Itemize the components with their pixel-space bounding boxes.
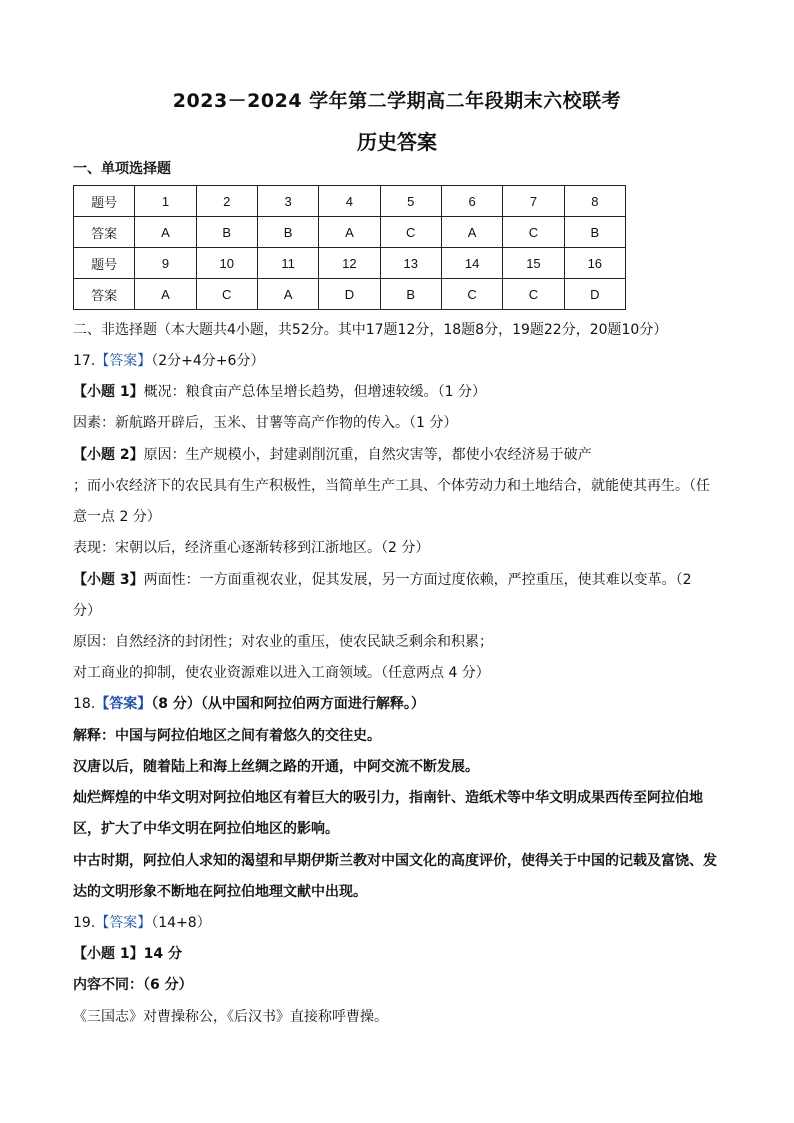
q19-answer-tag: 【答案】 bbox=[95, 915, 152, 931]
table-cell: 6 bbox=[441, 186, 502, 217]
table-cell: 10 bbox=[196, 248, 257, 279]
table-cell: 1 bbox=[135, 186, 196, 217]
row-label: 答案 bbox=[74, 279, 135, 310]
section-heading-nonchoice: 二、非选择题（本大题共4小题，共52分。其中17题12分，18题8分，19题22分，20题10分） bbox=[73, 322, 668, 338]
q18-score: （8 分）（从中国和阿拉伯两方面进行解释。） bbox=[151, 696, 425, 712]
q17-line bbox=[73, 571, 692, 589]
q17-line: 分） bbox=[73, 603, 101, 619]
page-subtitle: 历史答案 bbox=[357, 130, 437, 154]
q18-line: 灿烂辉煌的中华文明对阿拉伯地区有着巨大的吸引力，指南针、造纸术等中华文明成果西传至阿拉伯地 bbox=[73, 790, 703, 806]
q17-line: 对工商业的抑制，使农业资源难以进入工商领域。（任意两点 4 分） bbox=[73, 665, 490, 681]
table-cell: 9 bbox=[135, 248, 196, 279]
q17-answer-tag: 【答案】 bbox=[95, 353, 152, 369]
q18-line: 达的文明形象不断地在阿拉伯地理文献中出现。 bbox=[73, 884, 367, 900]
table-cell: 16 bbox=[564, 248, 625, 279]
q19-line: 《三国志》对曹操称公，《后汉书》直接称呼曹操。 bbox=[73, 1009, 388, 1025]
row-label: 题号 bbox=[74, 248, 135, 279]
table-row bbox=[74, 279, 626, 310]
table-cell: 15 bbox=[503, 248, 564, 279]
q19-header bbox=[73, 914, 211, 932]
q17-line-text: 概况：粮食亩产总体呈增长趋势，但增速较缓。（1 分） bbox=[143, 384, 486, 400]
table-cell: C bbox=[441, 279, 502, 310]
table-cell: 8 bbox=[564, 186, 625, 217]
table-cell: C bbox=[196, 279, 257, 310]
table-cell: B bbox=[564, 217, 625, 248]
table-cell: 11 bbox=[257, 248, 318, 279]
q19-score: （14+8） bbox=[151, 915, 211, 931]
section-heading-choice: 一、单项选择题 bbox=[73, 161, 171, 177]
table-cell: 4 bbox=[319, 186, 380, 217]
table-row bbox=[74, 186, 626, 217]
table-cell: C bbox=[380, 217, 441, 248]
q17-line: 原因：自然经济的封闭性；对农业的重压，使农民缺乏剩余和积累； bbox=[73, 634, 493, 650]
table-cell: A bbox=[441, 217, 502, 248]
q17-line: 意一点 2 分） bbox=[73, 509, 161, 525]
table-cell: C bbox=[503, 217, 564, 248]
table-cell: 14 bbox=[441, 248, 502, 279]
q18-line: 中古时期，阿拉伯人求知的渴望和早期伊斯兰教对中国文化的高度评价，使得关于中国的记载及富饶、发 bbox=[73, 853, 717, 869]
table-cell: 7 bbox=[503, 186, 564, 217]
q19-number: 19. bbox=[73, 915, 96, 931]
row-label: 题号 bbox=[74, 186, 135, 217]
table-cell: D bbox=[564, 279, 625, 310]
table-cell: A bbox=[135, 279, 196, 310]
q19-line: 内容不同：（6 分） bbox=[73, 977, 193, 993]
q17-line bbox=[73, 383, 486, 401]
q17-subq2-tag: 【小题 2】 bbox=[73, 447, 144, 463]
q17-line-text: 原因：生产规模小，封建剥削沉重，自然灾害等，都使小农经济易于破产 bbox=[143, 447, 592, 463]
table-cell: B bbox=[257, 217, 318, 248]
page-title: 2023－2024 学年第二学期高二年段期末六校联考 bbox=[172, 90, 622, 112]
table-cell: A bbox=[135, 217, 196, 248]
q17-line bbox=[73, 446, 592, 464]
table-cell: 13 bbox=[380, 248, 441, 279]
table-row bbox=[74, 248, 626, 279]
q18-line: 汉唐以后，随着陆上和海上丝绸之路的开通，中阿交流不断发展。 bbox=[73, 759, 479, 775]
table-cell: D bbox=[319, 279, 380, 310]
table-cell: C bbox=[503, 279, 564, 310]
q17-number: 17. bbox=[73, 353, 96, 369]
q17-subq3-tag: 【小题 3】 bbox=[73, 572, 144, 588]
q17-line-text: 两面性：一方面重视农业，促其发展，另一方面过度依赖，严控重压，使其难以变革。（2 bbox=[143, 572, 692, 588]
table-cell: A bbox=[257, 279, 318, 310]
q17-line: 表现：宋朝以后，经济重心逐渐转移到江浙地区。（2 分） bbox=[73, 540, 430, 556]
table-cell: 3 bbox=[257, 186, 318, 217]
table-row bbox=[74, 217, 626, 248]
table-cell: A bbox=[319, 217, 380, 248]
table-cell: B bbox=[380, 279, 441, 310]
table-cell: 5 bbox=[380, 186, 441, 217]
q18-line: 区，扩大了中华文明在阿拉伯地区的影响。 bbox=[73, 821, 339, 837]
table-cell: B bbox=[196, 217, 257, 248]
q18-line: 解释：中国与阿拉伯地区之间有着悠久的交往史。 bbox=[73, 728, 381, 744]
q18-answer-tag: 【答案】 bbox=[95, 696, 152, 712]
answer-table bbox=[73, 185, 626, 310]
q17-header bbox=[73, 352, 264, 370]
table-cell: 12 bbox=[319, 248, 380, 279]
q19-line: 【小题 1】14 分 bbox=[73, 946, 182, 962]
q17-line: ；而小农经济下的农民具有生产积极性，当简单生产工具、个体劳动力和土地结合，就能使其再生。（任 bbox=[73, 478, 710, 494]
q17-line: 因素：新航路开辟后，玉米、甘薯等高产作物的传入。（1 分） bbox=[73, 415, 458, 431]
q17-score: （2分+4分+6分） bbox=[151, 353, 265, 369]
table-cell: 2 bbox=[196, 186, 257, 217]
row-label: 答案 bbox=[74, 217, 135, 248]
q18-header bbox=[73, 695, 425, 713]
q18-number: 18. bbox=[73, 696, 96, 712]
q17-subq1-tag: 【小题 1】 bbox=[73, 384, 144, 400]
